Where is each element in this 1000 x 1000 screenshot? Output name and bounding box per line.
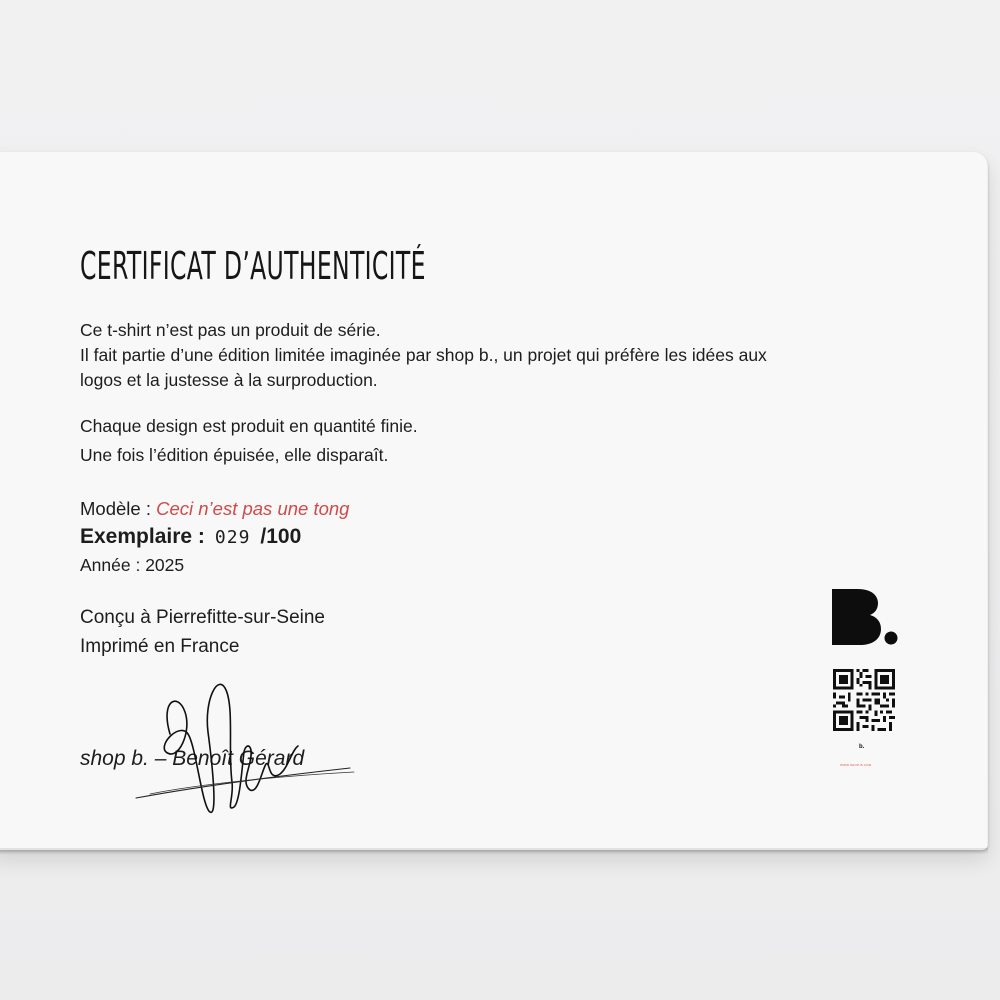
mini-brand-mark: b. — [859, 744, 865, 750]
origin-block — [80, 603, 325, 661]
origin-line: Imprimé en France — [80, 636, 240, 657]
exemplaire-number: 029 — [214, 527, 251, 548]
modele-value: Ceci n’est pas une tong — [156, 498, 350, 519]
product-info — [80, 496, 349, 578]
origin-line: Conçu à Pierrefitte-sur-Seine — [80, 607, 325, 628]
intro-line: Ce t-shirt n’est pas un produit de série. — [80, 320, 381, 340]
intro-paragraph — [80, 318, 767, 393]
exemplaire-row — [80, 522, 349, 553]
modele-row — [80, 496, 349, 522]
exemplaire-total: /100 — [260, 525, 302, 548]
intro-line: logos et la justesse à la surproduction. — [80, 370, 378, 390]
mini-url-text: WWW.SHOP-B.COM — [840, 763, 872, 767]
card-shadow-edge — [0, 848, 988, 854]
intro-line: Il fait partie d’une édition limitée imaginée par shop b., un projet qui préfère les idées aux — [80, 345, 767, 365]
certificate-title: CERTIFICAT D’AUTHENTICITÉ — [80, 244, 426, 288]
signer-name: shop b. – Benoît Gérard — [80, 747, 305, 770]
exemplaire-label: Exemplaire : — [80, 525, 205, 548]
modele-label: Modèle : — [80, 498, 151, 519]
handwritten-signature — [130, 672, 360, 822]
edition-line: Une fois l’édition épuisée, elle disparaît. — [80, 445, 389, 465]
edition-line: Chaque design est produit en quantité finie. — [80, 416, 418, 436]
brand-logo — [832, 589, 898, 645]
edition-paragraph — [80, 412, 418, 470]
qr-code-icon — [833, 669, 895, 731]
annee-row: Année : 2025 — [80, 555, 185, 575]
